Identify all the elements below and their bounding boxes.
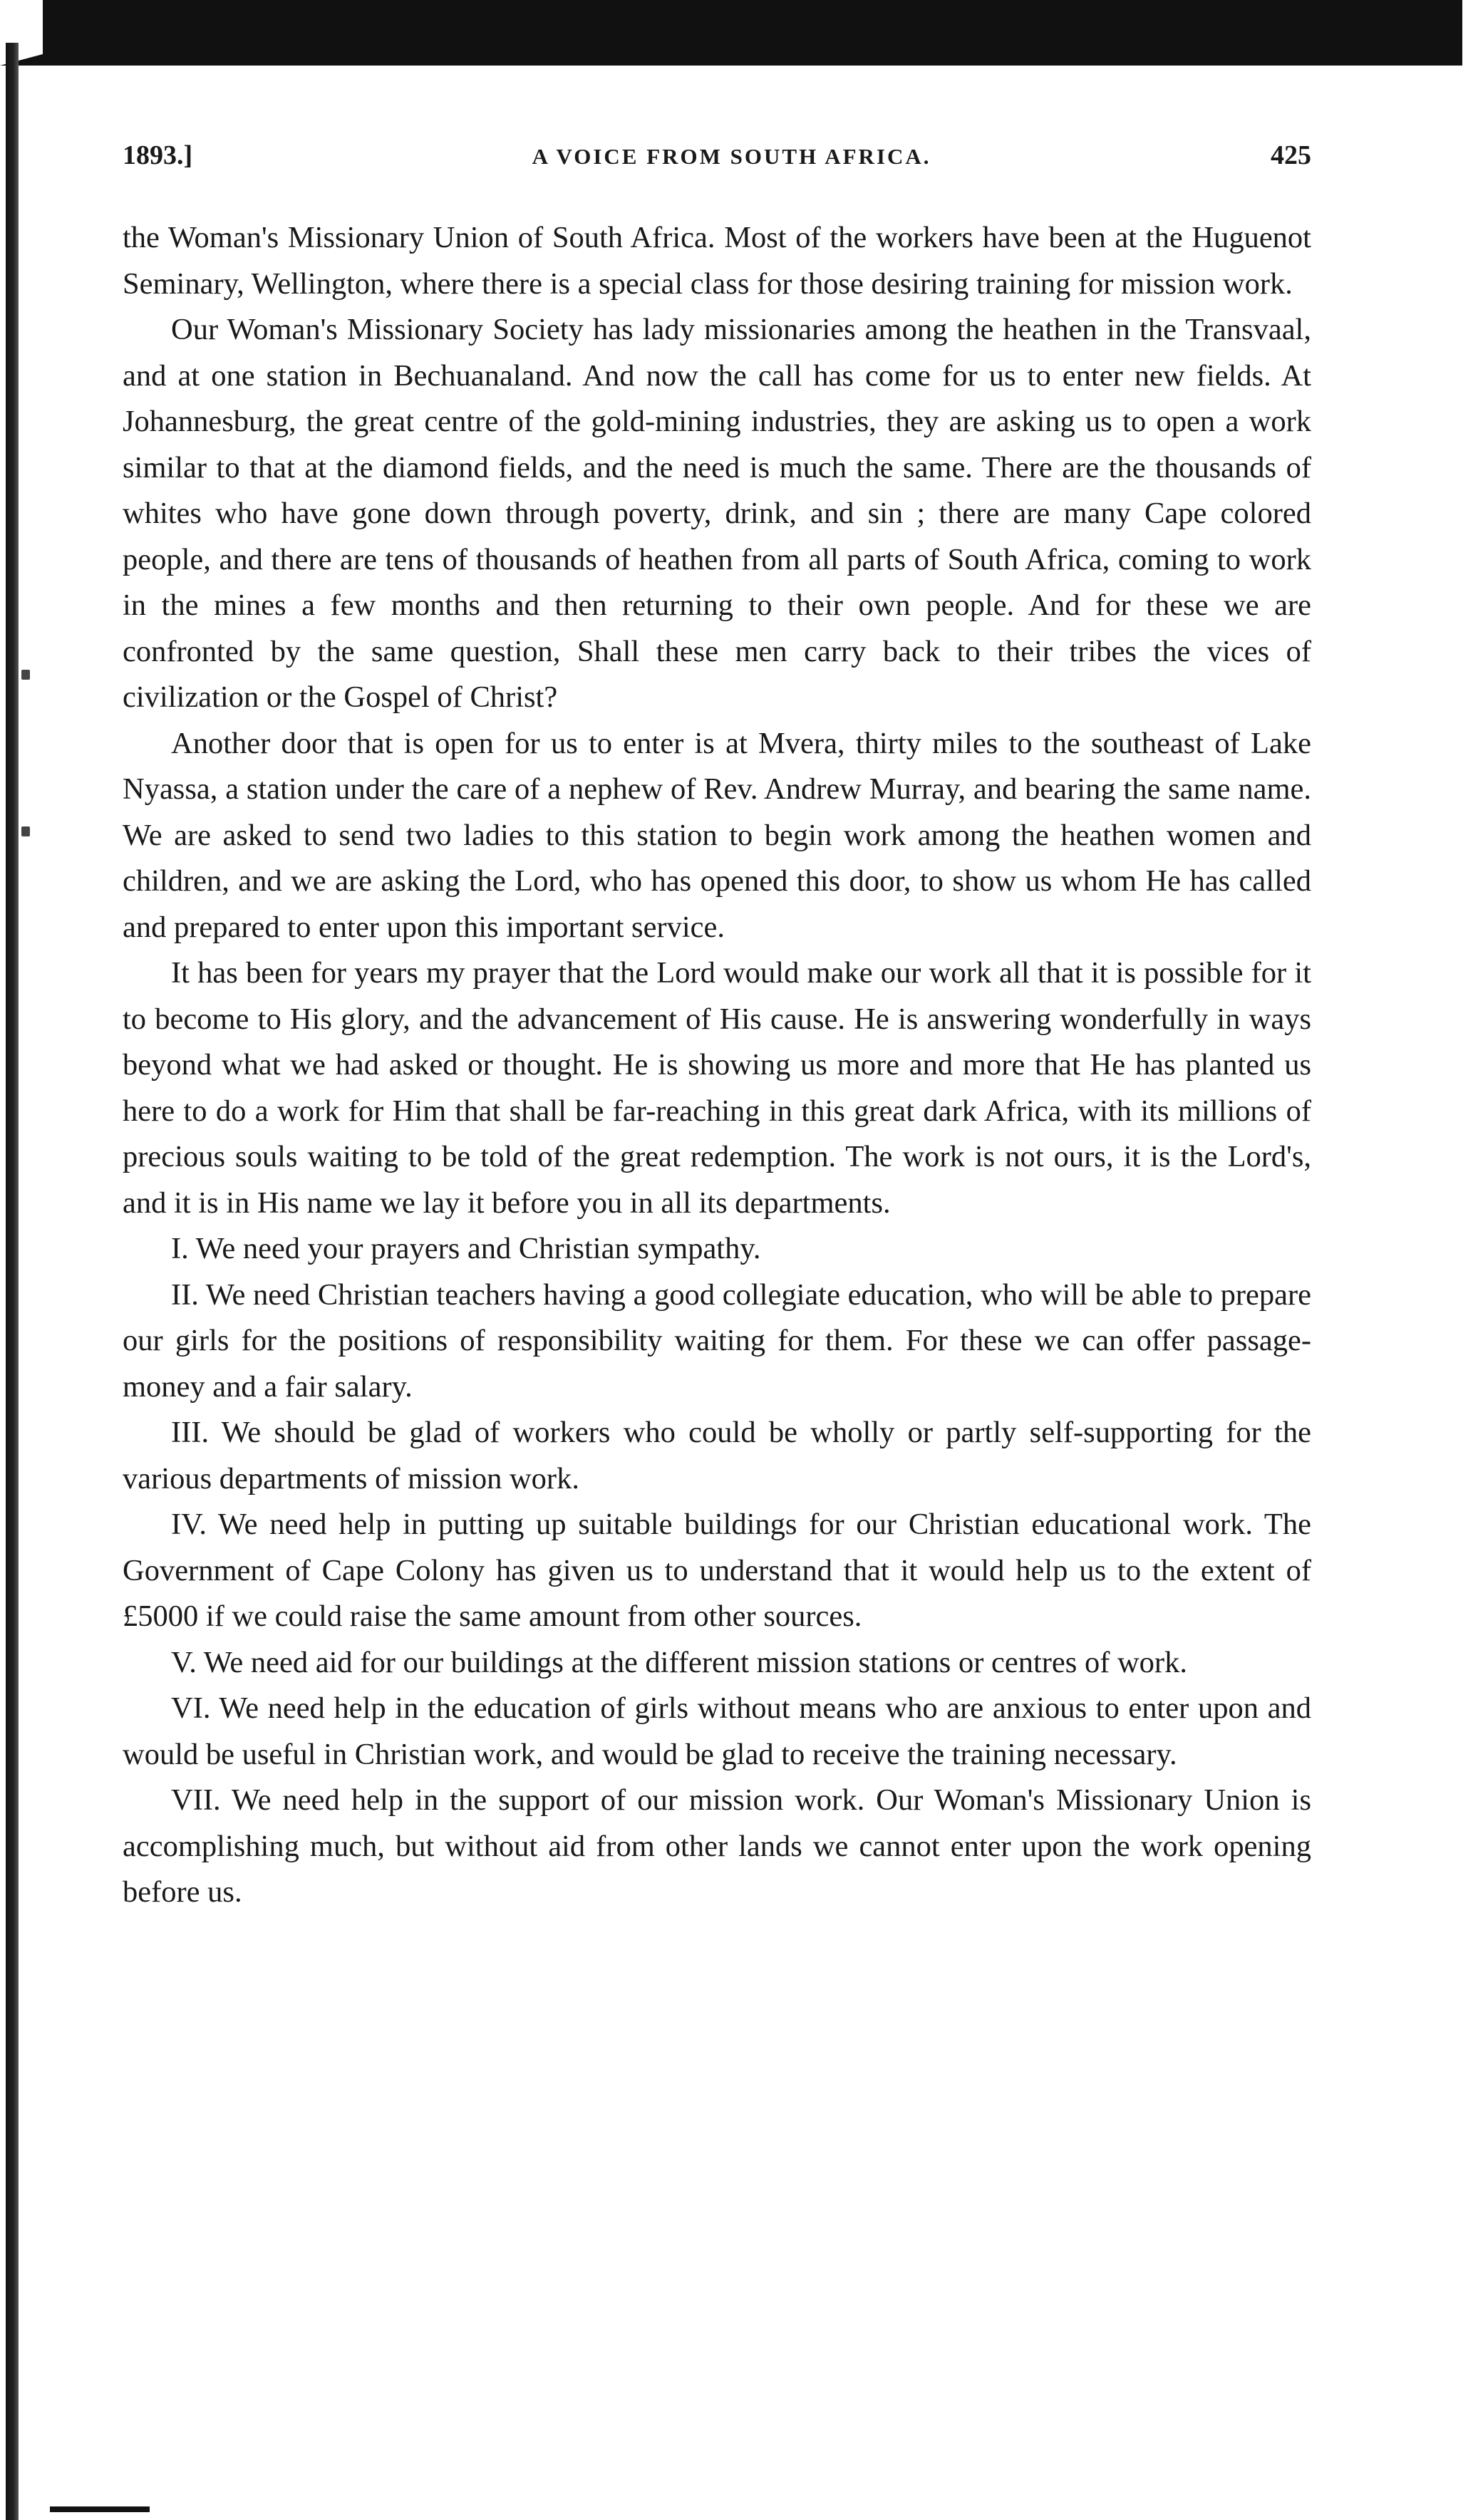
list-item-need: II. We need Christian teachers having a good collegiate education, who will be able to prepare our girls for the positions of responsibility waiting for them. For these we can offer passage-money and a fair salary.	[123, 1277, 1311, 1404]
scan-margin-mark	[21, 826, 30, 836]
page-number: 425	[1270, 140, 1311, 170]
book-page	[123, 140, 1311, 1916]
header-title: A VOICE FROM SOUTH AFRICA.	[532, 144, 931, 169]
list-item-need: IV. We need help in putting up suitable buildings for our Christian educational work. The Government of Cape Colony has given us to understand that it would help us to the extent of £5000 if we could raise the same amount from other sources.	[123, 1508, 1311, 1633]
list-item-need: III. We should be glad of workers who could be wholly or partly self-supporting for the various departments of mission work.	[123, 1416, 1311, 1495]
list-item-need: VII. We need help in the support of our mission work. Our Woman's Missionary Union is accomplishing much, but without aid from other lands we cannot enter upon the work opening before us.	[123, 1783, 1311, 1909]
paragraph: It has been for years my prayer that the Lord would make our work all that it is possible for it to become to His glory, and the advancement of His cause. He is answering wonderfully in ways beyond what we had asked or thought. He is showing us more and more that He has planted us here to do a work for Him that shall be far-reaching in this great dark Africa, with its millions of precious souls waiting to be told of the great redemption. The work is not ours, it is the Lord's, and it is in His name we lay it before you in all its departments.	[123, 956, 1311, 1220]
paragraph: the Woman's Missionary Union of South Africa. Most of the workers have been at the Huguenot Seminary, Wellington, where there is a special class for those desiring training for mission work.	[123, 221, 1311, 301]
list-item-need: V. We need aid for our buildings at the different mission stations or centres of work.	[171, 1645, 1187, 1679]
paragraph: Our Woman's Missionary Society has lady missionaries among the heathen in the Transvaal, and at one station in Bechuanaland. And now the call has come for us to enter new fields. At Johannesburg, the great centre of the gold-mining industries, they are asking us to open a work similar to that at the diamond fields, and the need is much the same. There are the thousands of whites who have gone down through poverty, drink, and sin ; there are many Cape colored people, and there are tens of thousands of heathen from all parts of South Africa, coming to work in the mines a few months and then returning to their own people. And for these we are confronted by the same question, Shall these men carry back to their tribes the vices of civilization or the Gospel of Christ?	[123, 313, 1311, 714]
body-text	[123, 215, 1311, 1916]
list-item-need: VI. We need help in the education of girls without means who are anxious to enter upon and would be useful in Christian work, and would be glad to receive the training necessary.	[123, 1691, 1311, 1771]
running-head	[123, 140, 1311, 190]
scan-margin-mark	[21, 670, 30, 680]
scan-left-border	[6, 43, 19, 2520]
paragraph: Another door that is open for us to enter is at Mvera, thirty miles to the southeast of Lake Nyassa, a station under the care of a nephew of Rev. Andrew Murray, and bearing the same name. We are asked to send two ladies to this station to begin work among the heathen women and children, and we are asking the Lord, who has opened this door, to show us whom He has called and prepared to enter upon this important service.	[123, 726, 1311, 944]
scan-top-border	[43, 0, 1462, 66]
scan-bottom-mark	[50, 2506, 150, 2512]
header-year: 1893.]	[123, 140, 193, 170]
list-item-need: I. We need your prayers and Christian sympathy.	[171, 1232, 761, 1265]
